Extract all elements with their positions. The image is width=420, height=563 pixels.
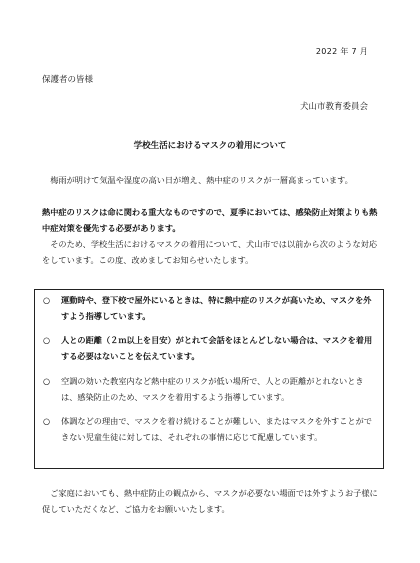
policy-item bbox=[43, 333, 377, 364]
circle-bullet-icon: ○ bbox=[43, 335, 51, 345]
paragraph-1-text: 梅雨が明けて気温や湿度の高い日が増え、熱中症のリスクが一層高まっています。 bbox=[50, 175, 353, 185]
policy-box bbox=[34, 289, 384, 469]
circle-bullet-icon: ○ bbox=[43, 376, 51, 386]
policy-item-text: 空調の効いた教室内など熱中症のリスクが低い場所で、人との距離がとれないときは、感染防止のため、マスクを着用するよう指導しています。 bbox=[61, 376, 364, 402]
paragraph-1 bbox=[42, 172, 380, 188]
circle-bullet-icon: ○ bbox=[43, 295, 51, 305]
policy-item-text: 体調などの理由で、マスクを着け続けることが難しい、またはマスクを外すことができない児童生徒に対しては、それぞれの事情に応じて配慮しています。 bbox=[61, 416, 372, 442]
policy-item bbox=[43, 293, 377, 324]
letter-date: 2022 年 7 月 bbox=[315, 47, 368, 56]
paragraph-4 bbox=[42, 485, 380, 517]
circle-bullet-icon: ○ bbox=[43, 416, 51, 426]
paragraph-3-text: そのため、学校生活におけるマスクの着用について、犬山市では以前から次のような対応をしています。この度、改めましてお知らせいたします。 bbox=[42, 239, 378, 265]
policy-item bbox=[43, 374, 377, 405]
policy-item bbox=[43, 414, 377, 445]
paragraph-4-text: ご家庭においても、熱中症防止の観点から、マスクが必要ない場面では外すようお子様に促していただくなど、ご協力をお願いいたします。 bbox=[42, 488, 378, 514]
sender: 犬山市教育委員会 bbox=[299, 102, 368, 112]
letter-title: 学校生活におけるマスクの着用について bbox=[133, 141, 287, 151]
paragraph-2: 熱中症のリスクは命に関わる重大なものですので、夏季においては、感染防止対策よりも熱中症対策を優先する必要があります。 bbox=[42, 207, 378, 233]
paragraph-3 bbox=[42, 236, 380, 268]
policy-item-text: 人との距離（２ｍ以上を目安）がとれて会話をほとんどしない場合は、マスクを着用する必要はないことを伝えています。 bbox=[61, 335, 373, 361]
addressee: 保護者の皆様 bbox=[42, 75, 94, 85]
policy-item-text: 運動時や、登下校で屋外にいるときは、特に熱中症のリスクが高いため、マスクを外すよう指導しています。 bbox=[61, 295, 372, 321]
